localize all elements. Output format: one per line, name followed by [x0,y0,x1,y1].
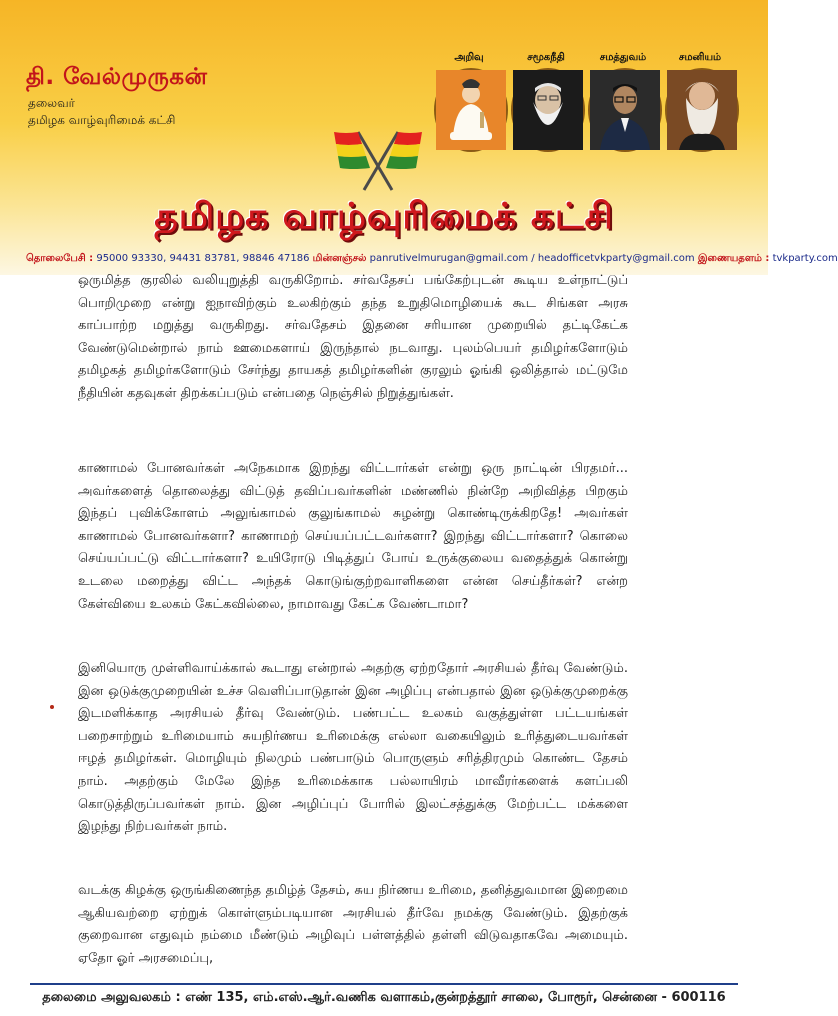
body-paragraph: காணாமல் போனவர்கள் அநேகமாக இறந்து விட்டார்கள் என்று ஒரு நாட்டின் பிரதமர்... அவர்களைத் தொலைத்து விட்டுத் தவிப்பவர்களின் மண்ணில் நின்றே அறிவித்த பிறகும் இந்தப் புவிக்கோளம் அலுங்காமல் குலுங்காமல் சுழன்று கொண்டிருக்கிறதே! அவர்கள் காணாமல் போனவர்களா? காணாமற் செய்யப்பட்டவர்களா? இறந்து விட்டார்களா? கொலை செய்யப்பட்டு விட்டார்களா? உயிரோடு பிடித்துப் போய் உருக்குலைய வதைத்துக் கொன்று உடலை மறைத்து விட்ட அந்தக் கொடுங்குற்றவாளிகளை என்ன செய்தீர்கள்? என்ற கேள்வியை உலகம் கேட்கவில்லை, நாமாவது கேட்க வேண்டாமா? [78,461,628,612]
leader-name: தி. வேல்முருகன் [26,64,208,90]
letterhead-header [0,0,838,275]
crossed-party-flags-icon [330,124,426,192]
portrait-label-social-justice: சமூகநீதி [527,52,565,63]
bearded-elder-portrait-icon [511,68,585,152]
leader-role: தலைவர் [28,96,75,110]
party-title: தமிழக வாழ்வுரிமைக் கட்சி [154,196,614,237]
body-paragraph: வடக்கு கிழக்கு ஒருங்கிணைந்த தமிழ்த் தேசம், சுய நிர்ணய உரிமை, தனித்துவமான இறைமை ஆகியவற்றை ஏற்றுக் கொள்ளும்படியான அரசியல் தீர்வே நமக்கு வேண்டும். இதற்குக் குறைவான எதுவும் நம்மை மீண்டும் அழிவுப் பள்ளத்தில் தள்ளி விடுவதாகவே அமையும். ஏதோ ஓர் அரசமைப்பு, [78,883,628,966]
email-addresses: panrutivelmurugan@gmail.com / headofficetvkparty@gmail.com [369,253,695,264]
body-paragraph: இனியொரு முள்ளிவாய்க்கால் கூடாது என்றால் அதற்கு ஏற்றதோர் அரசியல் தீர்வு வேண்டும். இன ஒடுக்குமுறையின் உச்ச வெளிப்பாடுதான் இன அழிப்பு என்பதால் இன ஒடுக்குமுறைக்கு இடமளிக்காத அரசியல் தீர்வு வேண்டும். பண்பட்ட உலகம் வகுத்துள்ள பட்டயங்கள் பறைசாற்றும் உரிமையாம் சுயநிர்ணய உரிமைக்கு எல்லா வகையிலும் உரித்துடையவர்கள் ஈழத் தமிழர்கள். மொழியும் நிலமும் பண்பாடும் பொருளும் சரித்திரமும் கொண்ட தேசம் நாம். அதற்கும் மேலே இந்த உரிமைக்காக பல்லாயிரம் மாவீரர்களைக் களப்பலி கொடுத்திருப்பவர்கள் நாம். இன அழிப்புப் போரில் இலட்சத்துக்கு மேற்பட்ட மக்களை இழந்து நிற்பவர்கள் நாம். [78,661,628,835]
bearded-thinker-portrait-icon [665,68,739,152]
website: tvkparty.com [772,253,838,264]
footer-divider [30,983,738,985]
phone-numbers: 95000 93330, 94431 83781, 98846 47186 [96,253,310,264]
phone-label: தொலைபேசி : [26,253,94,264]
leader-party: தமிழக வாழ்வுரிமைக் கட்சி [28,113,176,127]
ink-mark [50,705,54,709]
contact-line [26,253,838,265]
body-paragraph: ஒருமித்த குரலில் வலியுறுத்தி வருகிறோம். சர்வதேசப் பங்கேற்புடன் கூடிய உள்நாட்டுப் பொறிமுறை என்று ஐநாவிற்கும் உலகிற்கும் தந்த உறுதிமொழியைக் கூட சிங்கள அரசு காப்பாற்ற மறுத்து வருகிறது. சர்வதேசம் இதனை சரியான முறையில் தட்டிகேட்க வேண்டுமென்றால் நாம் ஊமைகளாய் இருந்தால் நடவாது. புலம்பெயர் தமிழர்களோடும் தமிழகத் தமிழர்களோடும் சேர்ந்து தாயகத் தமிழர்களின் குரலும் ஓங்கி ஒலித்தால் மட்டுமே நீதியின் கதவுகள் திறக்கப்படும் என்பதை நெஞ்சில் நிறுத்துங்கள். [78,273,628,401]
website-label: இணையதளம் : [697,253,770,264]
seated-sage-portrait-icon [434,68,508,152]
portrait-label-socialism: சமனியம் [678,52,722,63]
portrait-label-equality: சமத்துவம் [599,52,647,63]
email-label: மின்னஞ்சல் [312,253,367,264]
bespectacled-leader-portrait-icon [588,68,662,152]
office-address: தலைமை அலுவலகம் : எண் 135, எம்.எஸ்.ஆர்.வணிக வளாகம்,குன்றத்தூர் சாலை, போரூர், சென்னை - 600116 [42,990,726,1005]
portrait-label-knowledge: அறிவு [454,52,484,63]
